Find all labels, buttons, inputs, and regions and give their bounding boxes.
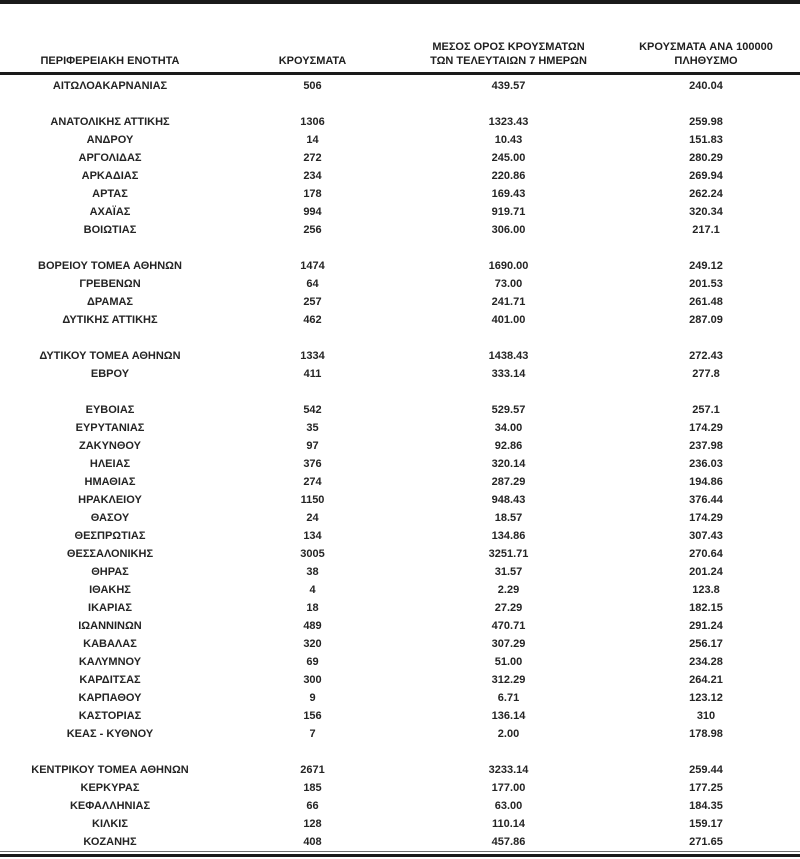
region-cell: ΕΥΒΟΙΑΣ	[85, 404, 135, 416]
per100k-cell: 376.44	[689, 494, 723, 506]
per100k-cell: 262.24	[689, 188, 723, 200]
avg7-cell: 51.00	[494, 656, 523, 668]
cases-cell: 1150	[300, 494, 325, 506]
per100k-cell: 174.29	[689, 422, 723, 434]
avg7-cell: 73.00	[494, 278, 523, 290]
cases-cell: 411	[303, 368, 322, 380]
col-header-avg7-line1: ΜΕΣΟΣ ΟΡΟΣ ΚΡΟΥΣΜΑΤΩΝ	[432, 41, 585, 53]
region-cell: ΗΛΕΙΑΣ	[89, 458, 131, 470]
cases-cell: 24	[306, 512, 319, 524]
col-header-per100k	[612, 40, 800, 68]
per100k-cell: 174.29	[689, 512, 723, 524]
region-cell: ΗΜΑΘΙΑΣ	[84, 476, 136, 488]
region-cell: ΑΙΤΩΛΟΑΚΑΡΝΑΝΙΑΣ	[52, 80, 168, 92]
avg7-cell: 306.00	[491, 224, 526, 236]
avg7-cell: 63.00	[494, 800, 523, 812]
group-spacer	[0, 239, 800, 257]
cases-cell: 257	[303, 296, 322, 308]
region-cell: ΖΑΚΥΝΘΟΥ	[78, 440, 142, 452]
bottom-thin-rule	[0, 851, 800, 852]
per100k-cell: 123.12	[689, 692, 723, 704]
cases-cell: 542	[303, 404, 322, 416]
per100k-cell: 184.35	[689, 800, 723, 812]
region-cell: ΑΡΤΑΣ	[92, 188, 128, 200]
table-row	[0, 275, 800, 293]
table-row	[0, 257, 800, 275]
table-row	[0, 167, 800, 185]
avg7-cell: 134.86	[491, 530, 526, 542]
table-row	[0, 185, 800, 203]
region-cell: ΚΑΒΑΛΑΣ	[83, 638, 137, 650]
avg7-cell: 3251.71	[488, 548, 529, 560]
avg7-cell: 6.71	[497, 692, 520, 704]
avg7-cell: 18.57	[494, 512, 523, 524]
per100k-cell: 259.98	[689, 116, 723, 128]
group-spacer	[0, 383, 800, 401]
cases-cell: 274	[303, 476, 322, 488]
cases-cell: 156	[303, 710, 322, 722]
per100k-cell: 320.34	[689, 206, 723, 218]
avg7-cell: 2.00	[497, 728, 520, 740]
region-cell: ΑΝΑΤΟΛΙΚΗΣ ΑΤΤΙΚΗΣ	[50, 116, 170, 128]
per100k-cell: 237.98	[689, 440, 723, 452]
table-row	[0, 563, 800, 581]
per100k-cell: 264.21	[689, 674, 723, 686]
table-row	[0, 725, 800, 743]
cases-cell: 128	[303, 818, 322, 830]
per100k-cell: 270.64	[689, 548, 723, 560]
col-header-per100k-line1: ΚΡΟΥΣΜΑΤΑ ΑΝΑ 100000	[639, 41, 773, 53]
cases-cell: 408	[303, 836, 322, 848]
cases-cell: 1306	[300, 116, 325, 128]
table-row	[0, 365, 800, 383]
per100k-cell: 272.43	[689, 350, 723, 362]
per100k-cell: 151.83	[689, 134, 723, 146]
table-row	[0, 113, 800, 131]
cases-cell: 18	[306, 602, 319, 614]
region-cell: ΑΡΚΑΔΙΑΣ	[81, 170, 139, 182]
avg7-cell: 31.57	[494, 566, 523, 578]
avg7-cell: 1438.43	[488, 350, 529, 362]
per100k-cell: 249.12	[689, 260, 723, 272]
table-row	[0, 581, 800, 599]
region-cell: ΔΥΤΙΚΟΥ ΤΟΜΕΑ ΑΘΗΝΩΝ	[39, 350, 181, 362]
table-row	[0, 635, 800, 653]
cases-cell: 38	[306, 566, 319, 578]
avg7-cell: 245.00	[491, 152, 526, 164]
per100k-cell: 310	[696, 710, 716, 722]
per100k-cell: 236.03	[689, 458, 723, 470]
per100k-cell: 182.15	[689, 602, 723, 614]
region-cell: ΘΕΣΣΑΛΟΝΙΚΗΣ	[66, 548, 154, 560]
region-cell: ΚΑΣΤΟΡΙΑΣ	[78, 710, 142, 722]
region-cell: ΓΡΕΒΕΝΩΝ	[79, 278, 141, 290]
avg7-cell: 1690.00	[488, 260, 529, 272]
table-row	[0, 509, 800, 527]
avg7-cell: 92.86	[494, 440, 523, 452]
avg7-cell: 2.29	[497, 584, 520, 596]
region-cell: ΚΕΑΣ - ΚΥΘΝΟΥ	[66, 728, 154, 740]
region-cell: ΚΕΦΑΛΛΗΝΙΑΣ	[69, 800, 151, 812]
cases-cell: 9	[309, 692, 316, 704]
table-row	[0, 311, 800, 329]
cases-cell: 256	[303, 224, 322, 236]
region-cell: ΚΙΛΚΙΣ	[92, 818, 128, 830]
col-header-avg7	[405, 40, 612, 68]
per100k-cell: 257.1	[692, 404, 720, 416]
per100k-cell: 269.94	[689, 170, 723, 182]
table-row	[0, 149, 800, 167]
per100k-cell: 217.1	[692, 224, 720, 236]
per100k-cell: 287.09	[689, 314, 723, 326]
col-header-avg7-line2: ΤΩΝ ΤΕΛΕΥΤΑΙΩΝ 7 ΗΜΕΡΩΝ	[430, 55, 587, 67]
avg7-cell: 439.57	[491, 80, 526, 92]
table-row	[0, 419, 800, 437]
bottom-thick-rule	[0, 854, 800, 857]
col-header-region	[0, 54, 220, 68]
table-row	[0, 293, 800, 311]
table-row	[0, 779, 800, 797]
region-cell: ΚΑΛΥΜΝΟΥ	[78, 656, 142, 668]
per100k-cell: 280.29	[689, 152, 723, 164]
table-row	[0, 797, 800, 815]
per100k-cell: 259.44	[689, 764, 723, 776]
region-cell: ΚΕΡΚΥΡΑΣ	[80, 782, 140, 794]
cases-cell: 14	[306, 134, 319, 146]
avg7-cell: 34.00	[494, 422, 523, 434]
cases-cell: 234	[303, 170, 322, 182]
region-cell: ΒΟΡΕΙΟΥ ΤΟΜΕΑ ΑΘΗΝΩΝ	[38, 260, 182, 272]
cases-cell: 300	[303, 674, 322, 686]
cases-cell: 272	[303, 152, 322, 164]
region-cell: ΙΚΑΡΙΑΣ	[88, 602, 132, 614]
cases-cell: 4	[309, 584, 316, 596]
per100k-cell: 178.98	[689, 728, 723, 740]
table-row	[0, 671, 800, 689]
group-spacer	[0, 329, 800, 347]
group-spacer	[0, 95, 800, 113]
region-cell: ΑΧΑΪΑΣ	[89, 206, 131, 218]
table-row	[0, 401, 800, 419]
region-cell: ΚΑΡΠΑΘΟΥ	[78, 692, 142, 704]
cases-cell: 320	[303, 638, 322, 650]
cases-cell: 66	[306, 800, 319, 812]
region-cell: ΕΥΡΥΤΑΝΙΑΣ	[75, 422, 145, 434]
per100k-cell: 201.53	[689, 278, 723, 290]
table-row	[0, 707, 800, 725]
table-row	[0, 347, 800, 365]
avg7-cell: 1323.43	[488, 116, 529, 128]
per100k-cell: 271.65	[689, 836, 723, 848]
region-cell: ΔΥΤΙΚΗΣ ΑΤΤΙΚΗΣ	[62, 314, 158, 326]
per100k-cell: 277.8	[692, 368, 720, 380]
region-cell: ΘΗΡΑΣ	[91, 566, 129, 578]
cases-cell: 376	[303, 458, 322, 470]
region-cell: ΒΟΙΩΤΙΑΣ	[83, 224, 137, 236]
cases-cell: 69	[306, 656, 319, 668]
table-row	[0, 689, 800, 707]
cases-cell: 994	[303, 206, 322, 218]
table-header	[0, 4, 800, 75]
avg7-cell: 220.86	[491, 170, 526, 182]
avg7-cell: 529.57	[491, 404, 526, 416]
table-row	[0, 527, 800, 545]
table-row	[0, 455, 800, 473]
cases-cell: 185	[303, 782, 322, 794]
col-header-cases	[220, 54, 405, 68]
cases-cell: 3005	[300, 548, 325, 560]
region-cell: ΙΩΑΝΝΙΝΩΝ	[78, 620, 142, 632]
table-row	[0, 491, 800, 509]
avg7-cell: 241.71	[491, 296, 526, 308]
per100k-cell: 194.86	[689, 476, 723, 488]
cases-cell: 462	[303, 314, 322, 326]
group-spacer	[0, 743, 800, 761]
table-row	[0, 833, 800, 851]
table-row	[0, 203, 800, 221]
table-row	[0, 815, 800, 833]
per100k-cell: 240.04	[689, 80, 723, 92]
avg7-cell: 169.43	[491, 188, 526, 200]
cases-cell: 1334	[300, 350, 325, 362]
cases-cell: 2671	[300, 764, 325, 776]
avg7-cell: 948.43	[491, 494, 526, 506]
per100k-cell: 307.43	[689, 530, 723, 542]
region-cell: ΔΡΑΜΑΣ	[86, 296, 134, 308]
per100k-cell: 291.24	[689, 620, 723, 632]
per100k-cell: 159.17	[689, 818, 723, 830]
avg7-cell: 3233.14	[488, 764, 529, 776]
cases-cell: 7	[309, 728, 316, 740]
region-cell: ΑΡΓΟΛΙΔΑΣ	[78, 152, 142, 164]
per100k-cell: 177.25	[689, 782, 723, 794]
table-row	[0, 761, 800, 779]
cases-cell: 97	[306, 440, 319, 452]
avg7-cell: 177.00	[491, 782, 526, 794]
per100k-cell: 261.48	[689, 296, 723, 308]
per100k-cell: 201.24	[689, 566, 723, 578]
table-row	[0, 653, 800, 671]
avg7-cell: 401.00	[491, 314, 526, 326]
avg7-cell: 919.71	[491, 206, 526, 218]
table-row	[0, 221, 800, 239]
avg7-cell: 307.29	[491, 638, 526, 650]
avg7-cell: 320.14	[491, 458, 526, 470]
region-cell: ΙΘΑΚΗΣ	[89, 584, 131, 596]
table-row	[0, 131, 800, 149]
cases-cell: 134	[303, 530, 322, 542]
region-cell: ΑΝΔΡΟΥ	[86, 134, 134, 146]
region-cell: ΚΑΡΔΙΤΣΑΣ	[79, 674, 141, 686]
avg7-cell: 110.14	[491, 818, 526, 830]
table-row	[0, 473, 800, 491]
region-cell: ΚΕΝΤΡΙΚΟΥ ΤΟΜΕΑ ΑΘΗΝΩΝ	[31, 764, 189, 776]
table-row	[0, 599, 800, 617]
cases-cell: 489	[303, 620, 322, 632]
cases-cell: 506	[303, 80, 322, 92]
region-cell: ΘΑΣΟΥ	[90, 512, 130, 524]
avg7-cell: 136.14	[491, 710, 526, 722]
region-cell: ΕΒΡΟΥ	[90, 368, 130, 380]
avg7-cell: 10.43	[494, 134, 523, 146]
table-row	[0, 437, 800, 455]
avg7-cell: 457.86	[491, 836, 526, 848]
col-header-region-line2: ΠΕΡΙΦΕΡΕΙΑΚΗ ΕΝΟΤΗΤΑ	[40, 55, 180, 67]
avg7-cell: 312.29	[491, 674, 526, 686]
avg7-cell: 470.71	[491, 620, 526, 632]
per100k-cell: 123.8	[692, 584, 720, 596]
per100k-cell: 234.28	[689, 656, 723, 668]
table-body	[0, 75, 800, 851]
cases-cell: 64	[306, 278, 319, 290]
avg7-cell: 333.14	[491, 368, 526, 380]
region-cell: ΗΡΑΚΛΕΙΟΥ	[78, 494, 142, 506]
table-row	[0, 617, 800, 635]
region-cell: ΚΟΖΑΝΗΣ	[83, 836, 137, 848]
col-header-cases-line2: ΚΡΟΥΣΜΑΤΑ	[278, 55, 347, 67]
per100k-cell: 256.17	[689, 638, 723, 650]
table-row	[0, 545, 800, 563]
table-row	[0, 77, 800, 95]
cases-cell: 35	[306, 422, 319, 434]
region-cell: ΘΕΣΠΡΩΤΙΑΣ	[74, 530, 146, 542]
cases-cell: 178	[303, 188, 322, 200]
cases-cell: 1474	[300, 260, 325, 272]
avg7-cell: 27.29	[494, 602, 523, 614]
avg7-cell: 287.29	[491, 476, 526, 488]
col-header-per100k-line2: ΠΛΗΘΥΣΜΟ	[674, 55, 738, 67]
